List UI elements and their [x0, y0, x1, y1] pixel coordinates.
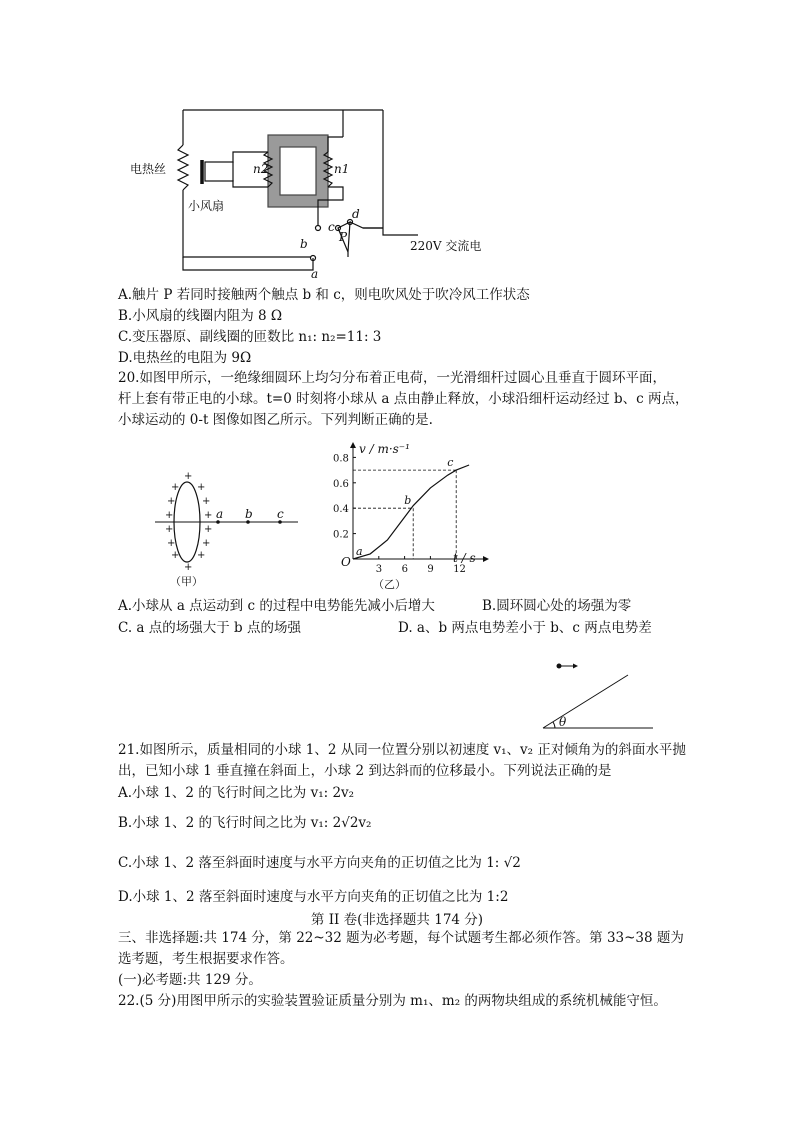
ring-figure — [150, 470, 310, 590]
n1-label: n1 — [334, 162, 350, 176]
svg-text:+: + — [171, 550, 180, 561]
svg-text:+: + — [167, 538, 176, 549]
x-axis-arrow — [483, 556, 489, 562]
svg-text:+: + — [165, 510, 174, 521]
fig-jia-caption: （甲） — [170, 575, 203, 588]
svg-text:+: + — [202, 496, 211, 507]
svg-text:+: + — [167, 496, 176, 507]
x-axis-label: t / s — [453, 551, 476, 565]
circuit-diagram — [128, 100, 508, 280]
q20-option-b: B.圆环圆心处的场强为零 — [482, 598, 632, 614]
point-label-c: c — [447, 456, 454, 470]
svg-text:+: + — [197, 550, 206, 561]
q19-option-c: C.变压器原、副线圈的匝数比 n₁: n₂=11: 3 — [118, 329, 382, 345]
section2-line3: (一)必考题:共 129 分。 — [118, 972, 262, 988]
switch-a-label: a — [311, 267, 319, 280]
section2-heading: 第 II 卷(非选择题共 174 分) — [310, 912, 484, 928]
y-tick-label-0.8: 0.8 — [333, 453, 349, 465]
svg-text:+: + — [184, 471, 193, 482]
q19-option-d: D.电热丝的电阻为 9Ω — [118, 350, 252, 366]
vt-chart — [325, 440, 495, 595]
q21-option-c: C.小球 1、2 落至斜面时速度与水平方向夹角的正切值之比为 1: √2 — [118, 855, 521, 871]
svg-text:+: + — [184, 562, 193, 573]
y-tick-label-0.6: 0.6 — [333, 478, 349, 490]
q22-stem: 22.(5 分)用图甲所示的实验装置验证质量分别为 m₁、m₂ 的两物块组成的系统机械能守恒。 — [118, 993, 667, 1009]
supply-label: 220V 交流电 — [410, 239, 482, 253]
ring-point-a: a — [216, 507, 224, 521]
point-label-a: a — [356, 545, 363, 558]
q20-stem-line1: 20.如图甲所示，一绝缘细圆环上均匀分布着正电荷，一光滑细杆过圆心且垂直于圆环平面， — [118, 370, 666, 386]
q21-option-d: D.小球 1、2 落至斜面时速度与水平方向夹角的正切值之比为 1:2 — [118, 889, 509, 905]
q20-option-d: D. a、b 两点电势差小于 b、c 两点电势差 — [398, 620, 652, 636]
switch-p-label: P — [339, 230, 348, 244]
y-axis-label: v / m·s⁻¹ — [359, 442, 410, 456]
ring-point-b: b — [245, 507, 253, 521]
x-tick-label-6: 6 — [401, 564, 408, 575]
q20-stem-line3: 小球运动的 0-t 图像如图乙所示。下列判断正确的是. — [118, 412, 433, 428]
svg-text:+: + — [202, 538, 211, 549]
section2-line1: 三、非选择题:共 174 分，第 22~32 题为必考题，每个试题考生都必须作答。第 33~38 题为 — [118, 930, 684, 946]
switch-c-label: c — [328, 220, 335, 234]
y-tick-label-0.2: 0.2 — [333, 529, 349, 541]
fig-yi-caption: （乙） — [373, 578, 406, 591]
theta-label: θ — [559, 715, 567, 729]
q20-stem-line2: 杆上套有带正电的小球。t=0 时刻将小球从 a 点由静止释放，小球沿细杆运动经过 b、c 两点， — [118, 391, 689, 407]
q20-option-a: A.小球从 a 点运动到 c 的过程中电势能先减小后增大 — [118, 598, 435, 614]
x-tick-label-12: 12 — [453, 564, 466, 575]
fan-label: 小风扇 — [188, 199, 225, 213]
y-axis-arrow — [350, 442, 356, 448]
n2-label: n2 — [253, 162, 269, 176]
q21-stem-line2: 出，已知小球 1 垂直撞在斜面上，小球 2 到达斜而的位移最小。下列说法正确的是 — [118, 763, 612, 779]
ring-point-c: c — [277, 507, 284, 521]
svg-text:+: + — [171, 482, 180, 493]
svg-text:+: + — [204, 524, 213, 535]
section2-line2: 选考题，考生根据要求作答。 — [118, 951, 294, 967]
q21-option-a: A.小球 1、2 的飞行时间之比为 v₁: 2v₂ — [118, 785, 355, 801]
svg-text:+: + — [197, 482, 206, 493]
q21-stem-line1: 21.如图所示，质量相同的小球 1、2 从同一位置分别以初速度 v₁、v₂ 正对倾角为的斜面水平抛 — [118, 742, 686, 758]
incline-figure — [535, 655, 660, 735]
heater-label: 电热丝 — [130, 162, 167, 176]
y-tick-label-0.4: 0.4 — [333, 504, 349, 516]
x-tick-label-3: 3 — [375, 564, 383, 575]
x-tick-label-9: 9 — [427, 564, 434, 575]
svg-text:+: + — [204, 510, 213, 521]
q20-option-c: C. a 点的场强大于 b 点的场强 — [118, 620, 301, 636]
q19-option-a: A.触片 P 若同时接触两个触点 b 和 c，则电吹风处于吹冷风工作状态 — [118, 287, 530, 303]
point-label-b: b — [404, 494, 412, 508]
origin-label: O — [341, 555, 351, 569]
switch-d-label: d — [352, 207, 360, 221]
q21-option-b: B.小球 1、2 的飞行时间之比为 v₁: 2√2v₂ — [118, 815, 372, 831]
switch-b-label: b — [300, 237, 308, 251]
q19-option-b: B.小风扇的线圈内阻为 8 Ω — [118, 308, 283, 324]
svg-text:+: + — [165, 524, 174, 535]
series-v-line — [353, 465, 469, 559]
